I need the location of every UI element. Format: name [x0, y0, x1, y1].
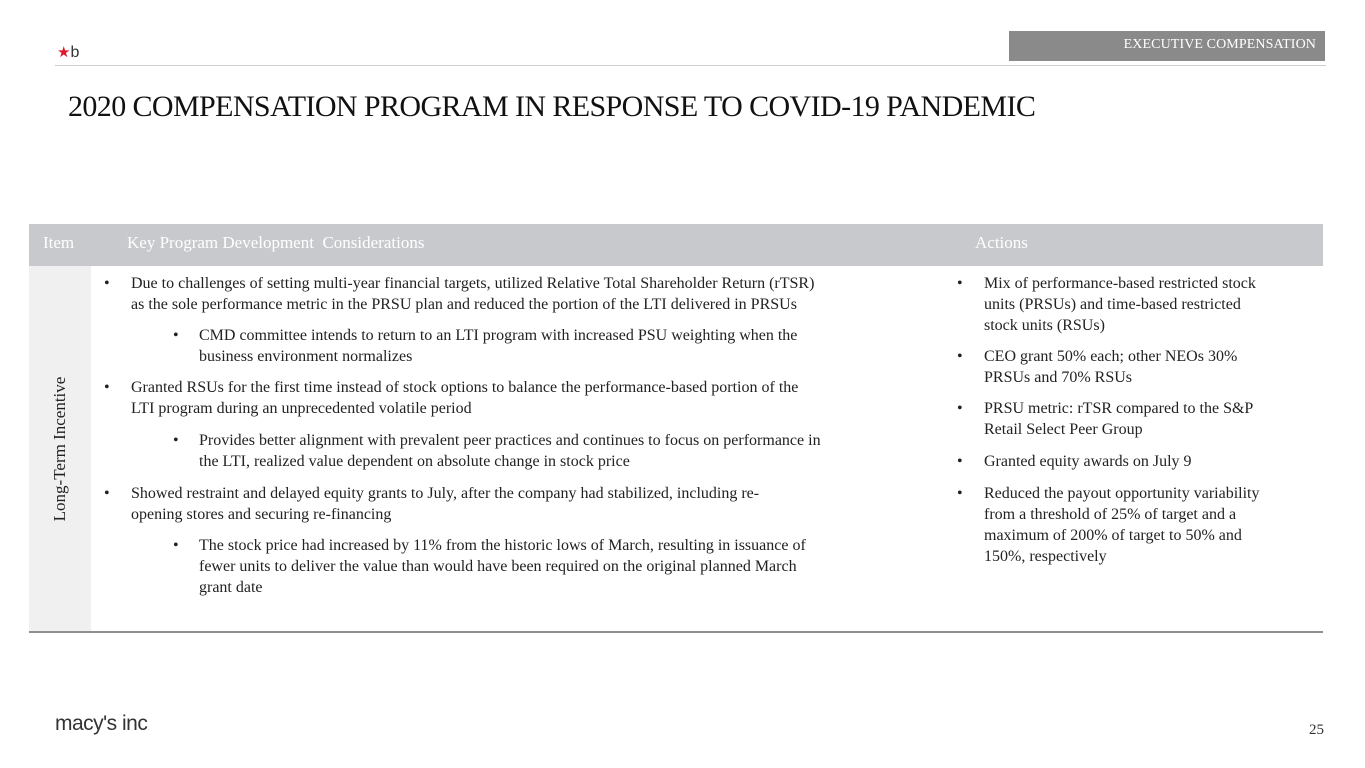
- line: business environment normalizes: [199, 348, 413, 365]
- bullet: •: [104, 485, 110, 502]
- line: fewer units to deliver the value than would have been required on the original planned March: [199, 558, 797, 575]
- consideration-item: [104, 483, 759, 525]
- consideration-subitem: [173, 430, 821, 472]
- header-actions: Actions: [975, 233, 1028, 252]
- header-divider: [55, 65, 1326, 66]
- line: Showed restraint and delayed equity grants to July, after the company had stabilized, including re-: [131, 485, 760, 502]
- consideration-subitem: [173, 325, 797, 367]
- table-bottom-rule: [29, 631, 1323, 633]
- line: Retail Select Peer Group: [984, 421, 1143, 438]
- bullet: •: [957, 453, 963, 470]
- bullet: •: [957, 400, 963, 417]
- bullet: •: [173, 432, 179, 449]
- action-item: [957, 346, 1237, 388]
- line: CMD committee intends to return to an LTI program with increased PSU weighting when the: [199, 327, 798, 344]
- compensation-table: [29, 224, 1323, 633]
- star-icon: ★: [57, 44, 71, 61]
- header-item: Item: [43, 233, 75, 252]
- line: as the sole performance metric in the PRSU plan and reduced the portion of the LTI delivered in PRSUs: [131, 296, 797, 313]
- action-item: [957, 451, 1192, 472]
- page-number: 25: [1309, 722, 1324, 738]
- bullet: •: [173, 537, 179, 554]
- consideration-item: [104, 273, 814, 315]
- line: from a threshold of 25% of target and a: [984, 506, 1237, 523]
- table-header: [29, 224, 1323, 266]
- row-item-label: Long-Term Incentive: [50, 376, 69, 522]
- line: LTI program during an unprecedented volatile period: [131, 400, 472, 417]
- line: opening stores and securing re-financing: [131, 506, 392, 523]
- line: units (PRSUs) and time-based restricted: [984, 296, 1241, 313]
- line: The stock price had increased by 11% from the historic lows of March, resulting in issuance of: [199, 537, 806, 554]
- bullet: •: [957, 485, 963, 502]
- line: Granted RSUs for the first time instead of stock options to balance the performance-based portion of the: [131, 379, 799, 396]
- action-item: [957, 483, 1260, 567]
- line: Due to challenges of setting multi-year financial targets, utilized Relative Total Shareholder Return (rTSR): [131, 275, 815, 292]
- bullet: •: [104, 275, 110, 292]
- line: PRSUs and 70% RSUs: [984, 369, 1133, 386]
- action-item: [957, 273, 1256, 336]
- section-label: EXECUTIVE COMPENSATION: [1009, 31, 1325, 61]
- bullet: •: [104, 379, 110, 396]
- header-considerations: Key Program Development Considerations: [127, 233, 425, 252]
- consideration-subitem: [173, 535, 806, 598]
- bullet: •: [957, 275, 963, 292]
- line: PRSU metric: rTSR compared to the S&P: [984, 400, 1254, 417]
- line: Granted equity awards on July 9: [984, 453, 1192, 470]
- line: Provides better alignment with prevalent peer practices and continues to focus on performance in: [199, 432, 821, 449]
- action-item: [957, 398, 1253, 440]
- item-column: [29, 266, 91, 632]
- page-title: 2020 COMPENSATION PROGRAM IN RESPONSE TO COVID-19 PANDEMIC: [68, 90, 1036, 123]
- bloomingdales-logo: [57, 43, 79, 63]
- logo-letter: b: [70, 44, 80, 61]
- line: maximum of 200% of target to 50% and: [984, 527, 1242, 544]
- line: Reduced the payout opportunity variability: [984, 485, 1260, 502]
- bullet: •: [173, 327, 179, 344]
- line: grant date: [199, 579, 263, 596]
- bullet: •: [957, 348, 963, 365]
- line: 150%, respectively: [984, 548, 1107, 565]
- line: stock units (RSUs): [984, 317, 1105, 334]
- line: Mix of performance-based restricted stock: [984, 275, 1256, 292]
- line: the LTI, realized value dependent on absolute change in stock price: [199, 453, 630, 470]
- line: CEO grant 50% each; other NEOs 30%: [984, 348, 1238, 365]
- macys-inc-logo: macy's inc: [55, 712, 148, 735]
- consideration-item: [104, 377, 798, 419]
